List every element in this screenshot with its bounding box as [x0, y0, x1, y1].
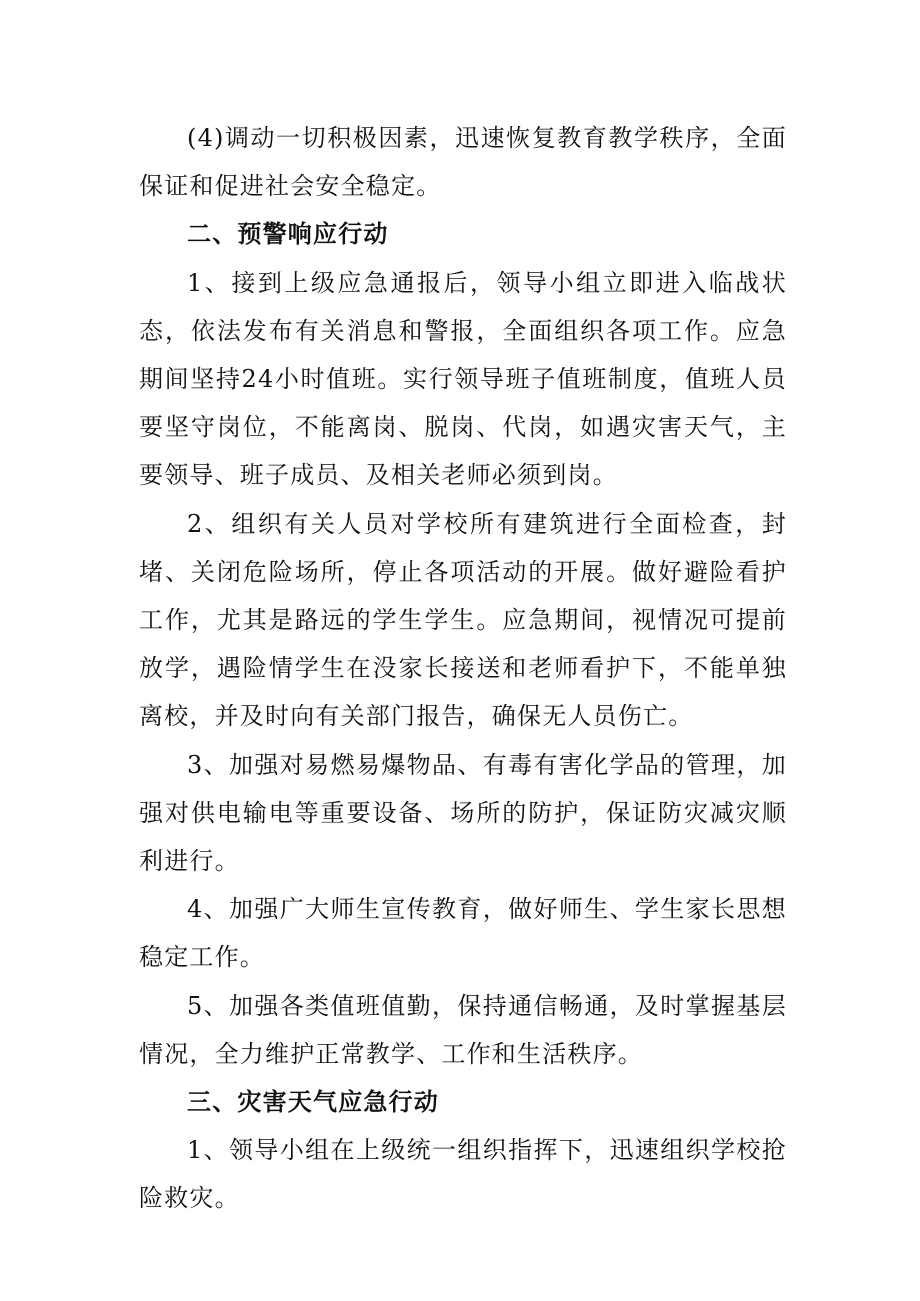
- section-heading-warning-response: 二、预警响应行动: [187, 219, 389, 249]
- paragraph-4-mobilize: (4)调动一切积极因素，迅速恢复教育教学秩序，全面保证和促进社会安全稳定。: [139, 124, 787, 201]
- paragraph-rescue-organization: 1、领导小组在上级统一组织指挥下，迅速组织学校抢险救灾。: [139, 1136, 787, 1213]
- document-body: [139, 114, 787, 1223]
- paragraph-building-inspection: 2、组织有关人员对学校所有建筑进行全面检查，封堵、关闭危险场所，停止各项活动的开展。做好避险看护工作，尤其是路远的学生学生。应急期间，视情况可提前放学，遇险情学生在没家长接送和老师看护下，不能单独离校，并及时向有关部门报告，确保无人员伤亡。: [139, 509, 787, 731]
- paragraph-emergency-notice: 1、接到上级应急通报后，领导小组立即进入临战状态，依法发布有关消息和警报，全面组织各项工作。应急期间坚持24小时值班。实行领导班子值班制度，值班人员要坚守岗位，不能离岗、脱岗、代岗，如遇灾害天气，主要领导、班子成员、及相关老师必须到岗。: [139, 268, 787, 490]
- section-heading-disaster-weather: 三、灾害天气应急行动: [187, 1087, 439, 1117]
- paragraph-duty-communication: 5、加强各类值班值勤，保持通信畅通，及时掌握基层情况，全力维护正常教学、工作和生活秩序。: [139, 991, 787, 1068]
- paragraph-hazardous-materials: 3、加强对易燃易爆物品、有毒有害化学品的管理，加强对供电输电等重要设备、场所的防护，保证防灾减灾顺利进行。: [139, 750, 787, 876]
- paragraph-publicity-education: 4、加强广大师生宣传教育，做好师生、学生家长思想稳定工作。: [139, 895, 787, 972]
